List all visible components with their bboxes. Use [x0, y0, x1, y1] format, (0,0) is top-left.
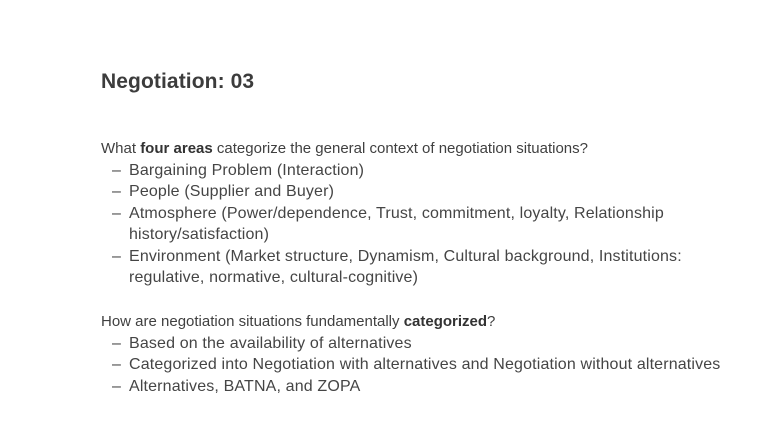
list-item: – Environment (Market structure, Dynamism, Cultural background, Institutions: regulative, normative, cultural-cognitive) — [101, 246, 761, 289]
question-part: What — [101, 140, 141, 157]
list-item: – Based on the availability of alternatives — [101, 333, 761, 355]
question-bold-term: four areas — [140, 140, 213, 157]
page-title: Negotiation: 03 — [101, 70, 255, 93]
question-block-context-areas — [101, 138, 761, 289]
question-bold-term: categorized — [403, 313, 488, 330]
question-part: How are negotiation situations fundamentally — [101, 313, 404, 330]
list-item: – Alternatives, BATNA, and ZOPA — [101, 376, 761, 398]
list-item: – Atmosphere (Power/dependence, Trust, commitment, loyalty, Relationship history/satisfaction) — [101, 203, 761, 246]
question-text — [101, 138, 761, 160]
list-item: – Bargaining Problem (Interaction) — [101, 160, 761, 182]
question-block-categorization — [101, 311, 761, 397]
list-item: – People (Supplier and Buyer) — [101, 181, 761, 203]
answer-list — [101, 333, 761, 398]
question-text — [101, 311, 761, 333]
list-item: – Categorized into Negotiation with alternatives and Negotiation without alternatives — [101, 354, 761, 376]
question-part: categorize the general context of negotiation situations? — [212, 140, 588, 157]
answer-list — [101, 160, 761, 289]
question-part: ? — [487, 313, 496, 330]
